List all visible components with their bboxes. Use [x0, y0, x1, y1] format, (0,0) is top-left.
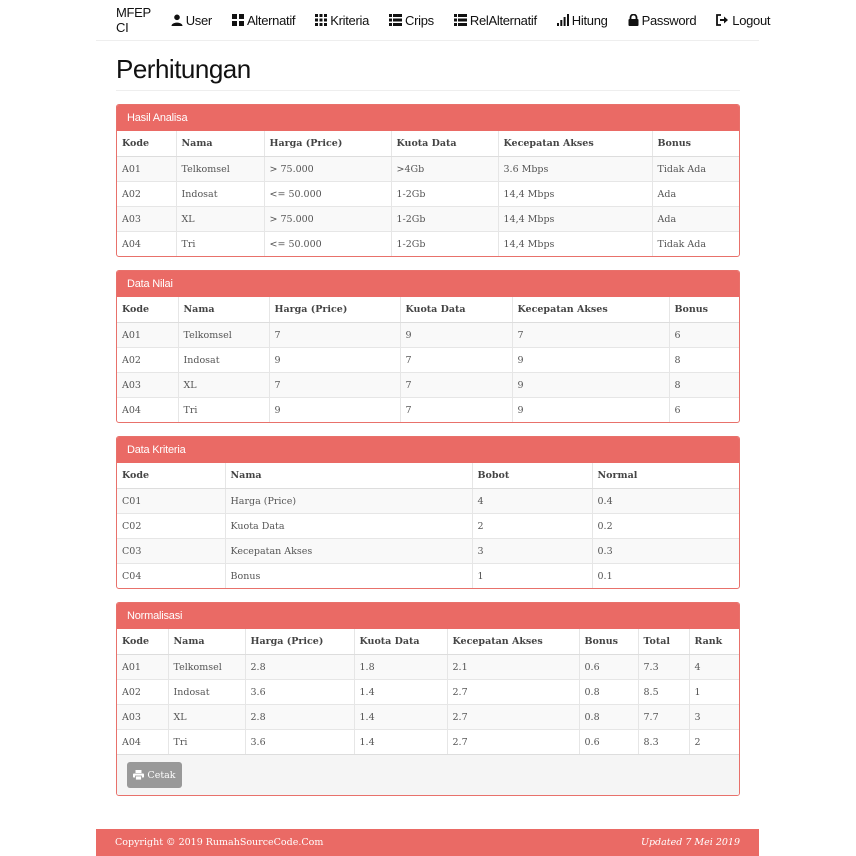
logout-icon	[716, 14, 729, 26]
nav-item-label: User	[185, 12, 212, 28]
table-cell: C04	[117, 564, 225, 589]
table-cell: <= 50.000	[264, 232, 391, 257]
nav-item-label: Crips	[405, 12, 434, 28]
column-header: Bonus	[652, 131, 739, 157]
table-cell: A02	[117, 348, 178, 373]
table-header-row	[117, 463, 739, 489]
table-cell: Indosat	[176, 182, 264, 207]
table-row	[117, 398, 739, 423]
table-cell: 2.8	[245, 655, 354, 680]
column-header: Nama	[176, 131, 264, 157]
column-header: Bonus	[579, 629, 638, 655]
column-header: Nama	[225, 463, 472, 489]
table-cell: 0.4	[592, 489, 739, 514]
brand-link[interactable]: MFEP CI	[116, 5, 151, 35]
column-header: Rank	[689, 629, 739, 655]
column-header: Kuota Data	[391, 131, 498, 157]
table-cell: 6	[669, 323, 739, 348]
column-header: Kecepatan Akses	[498, 131, 652, 157]
table-cell: 3	[689, 705, 739, 730]
column-header: Kode	[117, 131, 176, 157]
table-header-row	[117, 629, 739, 655]
table-cell: 2.1	[447, 655, 579, 680]
table-cell: A03	[117, 207, 176, 232]
nav-item-user[interactable]	[171, 13, 212, 28]
table-cell: Ada	[652, 182, 739, 207]
table-cell: Ada	[652, 207, 739, 232]
table-cell: 0.8	[579, 680, 638, 705]
table-cell: 1	[689, 680, 739, 705]
table-header-row	[117, 131, 739, 157]
table-row	[117, 348, 739, 373]
table-cell: 14,4 Mbps	[498, 182, 652, 207]
column-header: Normal	[592, 463, 739, 489]
nav-item-kriteria[interactable]	[315, 13, 369, 28]
panel-data-kriteria	[116, 436, 740, 589]
table-cell: 1.4	[354, 705, 447, 730]
table-cell: 7	[512, 323, 669, 348]
column-header: Kecepatan Akses	[447, 629, 579, 655]
grid-small-icon	[315, 14, 327, 26]
panel-hasil-analisa	[116, 104, 740, 257]
column-header: Harga (Price)	[264, 131, 391, 157]
table-cell: 0.1	[592, 564, 739, 589]
table-row	[117, 680, 739, 705]
table-row	[117, 564, 739, 589]
column-header: Kode	[117, 297, 178, 323]
grid-large-icon	[232, 14, 244, 26]
table-cell: 1.8	[354, 655, 447, 680]
panel-data-nilai	[116, 270, 740, 423]
table-cell: <= 50.000	[264, 182, 391, 207]
table-cell: 9	[512, 398, 669, 423]
navbar	[96, 0, 771, 41]
table-cell: 3.6 Mbps	[498, 157, 652, 182]
table-cell: A03	[117, 705, 168, 730]
nav-item-crips[interactable]	[389, 13, 434, 28]
table-cell: 0.6	[579, 730, 638, 755]
table-cell: A03	[117, 373, 178, 398]
list-icon	[454, 14, 467, 26]
table-row	[117, 730, 739, 755]
normalisasi-table	[117, 629, 739, 754]
table-cell: 0.8	[579, 705, 638, 730]
nilai-table	[117, 297, 739, 422]
table-cell: 1-2Gb	[391, 207, 498, 232]
table-row	[117, 655, 739, 680]
table-cell: 7.3	[638, 655, 689, 680]
table-cell: A04	[117, 730, 168, 755]
site-footer	[96, 829, 759, 856]
panel-normalisasi	[116, 602, 740, 796]
table-cell: A02	[117, 680, 168, 705]
table-cell: 7	[400, 348, 512, 373]
table-cell: 4	[472, 489, 592, 514]
table-cell: 2.7	[447, 680, 579, 705]
column-header: Harga (Price)	[245, 629, 354, 655]
column-header: Kuota Data	[400, 297, 512, 323]
table-cell: 2	[472, 514, 592, 539]
nav-item-alternatif[interactable]	[232, 13, 295, 28]
table-cell: Kecepatan Akses	[225, 539, 472, 564]
table-cell: Tri	[176, 232, 264, 257]
column-header: Total	[638, 629, 689, 655]
print-button[interactable]	[127, 762, 182, 788]
table-row	[117, 207, 739, 232]
table-cell: 3	[472, 539, 592, 564]
table-cell: 7.7	[638, 705, 689, 730]
table-cell: 2.7	[447, 705, 579, 730]
table-cell: 8.3	[638, 730, 689, 755]
column-header: Kuota Data	[354, 629, 447, 655]
nav-item-relalternatif[interactable]	[454, 13, 537, 28]
table-cell: Harga (Price)	[225, 489, 472, 514]
lock-icon	[628, 14, 639, 26]
table-cell: 7	[269, 373, 400, 398]
column-header: Nama	[178, 297, 269, 323]
nav-item-label: Hitung	[571, 12, 608, 28]
panel-heading: Normalisasi	[117, 603, 739, 629]
table-cell: 3.6	[245, 680, 354, 705]
table-cell: Indosat	[178, 348, 269, 373]
table-cell: XL	[176, 207, 264, 232]
panel-heading: Data Kriteria	[117, 437, 739, 463]
table-cell: XL	[178, 373, 269, 398]
table-cell: Telkomsel	[176, 157, 264, 182]
table-cell: 6	[669, 398, 739, 423]
table-cell: Kuota Data	[225, 514, 472, 539]
nav-item-label: Logout	[732, 12, 771, 28]
table-header-row	[117, 297, 739, 323]
table-row	[117, 232, 739, 257]
table-cell: A04	[117, 232, 176, 257]
panel-footer	[117, 754, 739, 795]
table-cell: 1-2Gb	[391, 232, 498, 257]
table-cell: A01	[117, 323, 178, 348]
table-cell: 0.6	[579, 655, 638, 680]
column-header: Nama	[168, 629, 245, 655]
print-button-label: Cetak	[147, 769, 176, 781]
table-cell: 7	[400, 373, 512, 398]
copyright-text: Copyright © 2019 RumahSourceCode.Com	[115, 837, 324, 848]
page-title: Perhitungan	[116, 54, 251, 84]
table-cell: 0.3	[592, 539, 739, 564]
table-cell: 9	[512, 348, 669, 373]
table-cell: 14,4 Mbps	[498, 207, 652, 232]
table-cell: 1	[472, 564, 592, 589]
panel-heading: Hasil Analisa	[117, 105, 739, 131]
table-row	[117, 539, 739, 564]
nav-item-label: Password	[641, 12, 697, 28]
column-header: Kode	[117, 629, 168, 655]
table-cell: A02	[117, 182, 176, 207]
table-cell: 8	[669, 348, 739, 373]
table-cell: 9	[512, 373, 669, 398]
table-cell: C01	[117, 489, 225, 514]
table-cell: 9	[269, 348, 400, 373]
table-cell: XL	[168, 705, 245, 730]
table-cell: 8	[669, 373, 739, 398]
table-cell: 14,4 Mbps	[498, 232, 652, 257]
nav-item-hitung[interactable]	[557, 13, 608, 28]
table-cell: 7	[269, 323, 400, 348]
table-row	[117, 157, 739, 182]
table-row	[117, 705, 739, 730]
column-header: Harga (Price)	[269, 297, 400, 323]
table-cell: >4Gb	[391, 157, 498, 182]
user-icon	[171, 14, 183, 26]
table-cell: C02	[117, 514, 225, 539]
nav-item-password[interactable]	[628, 13, 697, 28]
nav-item-label: Alternatif	[246, 12, 296, 28]
table-cell: 9	[400, 323, 512, 348]
kriteria-table	[117, 463, 739, 588]
list-icon	[389, 14, 402, 26]
column-header: Bobot	[472, 463, 592, 489]
table-cell: 0.2	[592, 514, 739, 539]
table-cell: 2	[689, 730, 739, 755]
column-header: Bonus	[669, 297, 739, 323]
table-row	[117, 182, 739, 207]
table-cell: 2.8	[245, 705, 354, 730]
table-cell: Tidak Ada	[652, 157, 739, 182]
nav-item-label: RelAlternatif	[469, 12, 537, 28]
table-cell: Tri	[178, 398, 269, 423]
table-cell: 3.6	[245, 730, 354, 755]
column-header: Kecepatan Akses	[512, 297, 669, 323]
nav-item-logout[interactable]	[716, 13, 770, 28]
panel-heading: Data Nilai	[117, 271, 739, 297]
table-cell: Tidak Ada	[652, 232, 739, 257]
table-cell: Telkomsel	[178, 323, 269, 348]
table-cell: A04	[117, 398, 178, 423]
hasil-table	[117, 131, 739, 256]
table-cell: 4	[689, 655, 739, 680]
table-cell: A01	[117, 157, 176, 182]
table-row	[117, 323, 739, 348]
table-cell: > 75.000	[264, 207, 391, 232]
table-row	[117, 514, 739, 539]
table-cell: 1.4	[354, 730, 447, 755]
table-cell: Tri	[168, 730, 245, 755]
updated-text: Updated 7 Mei 2019	[640, 837, 740, 848]
table-cell: Indosat	[168, 680, 245, 705]
table-cell: 7	[400, 398, 512, 423]
table-cell: > 75.000	[264, 157, 391, 182]
table-cell: 1.4	[354, 680, 447, 705]
signal-icon	[557, 14, 569, 26]
table-cell: C03	[117, 539, 225, 564]
table-cell: Bonus	[225, 564, 472, 589]
print-icon	[133, 770, 144, 780]
table-cell: 8.5	[638, 680, 689, 705]
table-cell: A01	[117, 655, 168, 680]
nav-item-label: Kriteria	[330, 12, 370, 28]
table-cell: Telkomsel	[168, 655, 245, 680]
column-header: Kode	[117, 463, 225, 489]
table-cell: 9	[269, 398, 400, 423]
table-cell: 2.7	[447, 730, 579, 755]
title-divider	[116, 90, 740, 91]
table-row	[117, 373, 739, 398]
table-row	[117, 489, 739, 514]
table-cell: 1-2Gb	[391, 182, 498, 207]
